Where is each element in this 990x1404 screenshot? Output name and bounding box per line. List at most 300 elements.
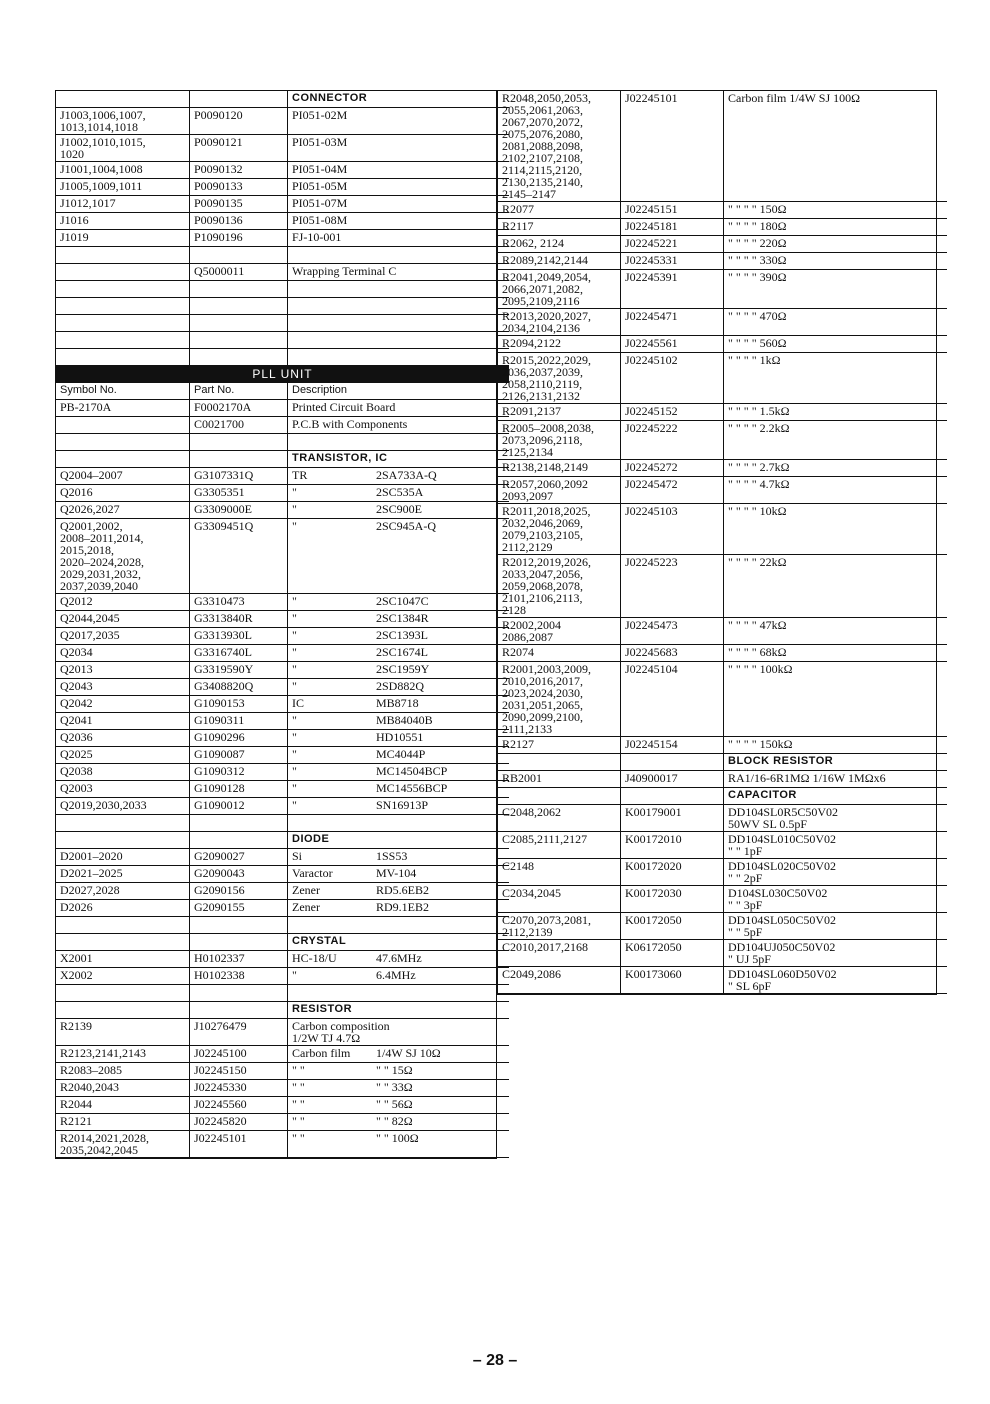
description-type: TR (292, 468, 308, 482)
symbol-cell: R2044 (56, 1097, 190, 1114)
part-cell: K00172030 (621, 886, 724, 913)
description-type: " (292, 662, 297, 676)
part-cell: G1090087 (190, 747, 288, 764)
description-type: Si (292, 849, 303, 863)
part-cell: G3319590Y (190, 662, 288, 679)
parts-table-right (497, 90, 937, 995)
part-cell: G3316740L (190, 645, 288, 662)
symbol-cell: R2123,2141,2143 (56, 1046, 190, 1063)
description-cell (288, 849, 510, 866)
part-cell: G3107331Q (190, 468, 288, 485)
table-row (498, 832, 947, 859)
description-value: MC14504BCP (376, 764, 448, 778)
part-cell: J02245103 (621, 504, 724, 555)
description-type: " (292, 502, 297, 516)
part-cell: G1090128 (190, 781, 288, 798)
table-row (56, 1097, 509, 1114)
part-cell: G3309451Q (190, 519, 288, 594)
part-cell: K00179001 (621, 805, 724, 832)
description-cell (288, 798, 510, 815)
description-value: 2SC535A (376, 485, 424, 499)
part-cell: J02245330 (190, 1080, 288, 1097)
description-value: 47.6MHz (376, 951, 422, 965)
table-row (56, 781, 509, 798)
part-cell: G2090027 (190, 849, 288, 866)
description-cell: PI051-04M (288, 162, 510, 179)
table-row (56, 349, 509, 366)
table-row (56, 1114, 509, 1131)
description-cell (288, 485, 510, 502)
part-cell: J02245101 (190, 1131, 288, 1158)
section-heading: DIODE (288, 832, 510, 849)
symbol-cell: Q2036 (56, 730, 190, 747)
symbol-cell: R2138,2148,2149 (498, 460, 621, 477)
symbol-cell: Q2042 (56, 696, 190, 713)
part-cell: G3305351 (190, 485, 288, 502)
symbol-cell (56, 315, 190, 332)
part-cell: J02245154 (621, 737, 724, 754)
symbol-cell: R2091,2137 (498, 404, 621, 421)
symbol-cell: R2002,2004 2086,2087 (498, 618, 621, 645)
table-row (56, 468, 509, 485)
description-cell: DD104UJ050C50V02 " UJ 5pF (724, 940, 948, 967)
description-type: " (292, 968, 297, 982)
part-cell (621, 788, 724, 805)
table-row (56, 611, 509, 628)
table-row (56, 366, 509, 383)
description-cell: " " " " 150kΩ (724, 737, 948, 754)
table-row (56, 417, 509, 434)
table-row (56, 298, 509, 315)
table-row (56, 866, 509, 883)
description-type: Zener (292, 883, 320, 897)
table-row (56, 451, 509, 468)
part-cell: J02245471 (621, 309, 724, 336)
description-type: Varactor (292, 866, 333, 880)
description-type: " (292, 594, 297, 608)
table-row (56, 434, 509, 451)
description-cell (288, 281, 510, 298)
part-cell: G3313930L (190, 628, 288, 645)
description-type: " (292, 485, 297, 499)
part-cell (190, 91, 288, 108)
part-cell (190, 832, 288, 849)
table-row (56, 485, 509, 502)
part-cell (190, 985, 288, 1002)
table-row (56, 135, 509, 162)
symbol-cell: C2049,2086 (498, 967, 621, 994)
description-cell: " " " " 180Ω (724, 219, 948, 236)
description-cell (288, 781, 510, 798)
table-row (498, 236, 947, 253)
description-cell: DD104SL050C50V02 " " 5pF (724, 913, 948, 940)
page-number: – 28 – (472, 1352, 518, 1369)
parts-table-right-body (498, 91, 947, 994)
table-row (56, 502, 509, 519)
symbol-cell (56, 985, 190, 1002)
symbol-cell: C2148 (498, 859, 621, 886)
part-cell: J02245100 (190, 1046, 288, 1063)
part-cell (190, 349, 288, 366)
symbol-cell: C2070,2073,2081, 2112,2139 (498, 913, 621, 940)
description-cell: PI051-07M (288, 196, 510, 213)
table-row (56, 968, 509, 985)
section-heading: TRANSISTOR, IC (288, 451, 510, 468)
description-cell (288, 900, 510, 917)
table-row (56, 713, 509, 730)
table-row (498, 555, 947, 618)
description-cell (288, 815, 510, 832)
symbol-cell: R2048,2050,2053, 2055,2061,2063, 2067,2070,2072, 2075,2076,2080, 2081,2088,2098, 2102,2107,2108, 2114,2115,2120, 2130,2135,2140, 2145–2147 (498, 91, 621, 202)
description-value: " " 33Ω (376, 1080, 413, 1094)
description-cell (288, 1131, 510, 1158)
part-cell: G1090296 (190, 730, 288, 747)
symbol-cell: Q2013 (56, 662, 190, 679)
part-cell: G3408820Q (190, 679, 288, 696)
description-cell: DD104SL060D50V02 " SL 6pF (724, 967, 948, 994)
part-cell (190, 917, 288, 934)
part-cell: G3309000E (190, 502, 288, 519)
symbol-cell: R2041,2049,2054, 2066,2071,2082, 2095,2109,2116 (498, 270, 621, 309)
description-value: 2SD882Q (376, 679, 425, 693)
description-cell: P.C.B with Components (288, 417, 510, 434)
symbol-cell: D2001–2020 (56, 849, 190, 866)
part-cell: J40900017 (621, 771, 724, 788)
part-cell: J02245181 (621, 219, 724, 236)
table-row (56, 179, 509, 196)
symbol-cell (56, 434, 190, 451)
description-value: 2SC1674L (376, 645, 429, 659)
part-cell (190, 247, 288, 264)
description-value: MC14556BCP (376, 781, 448, 795)
symbol-cell: Q2012 (56, 594, 190, 611)
table-row (498, 886, 947, 913)
part-cell: P0090133 (190, 179, 288, 196)
part-cell: J02245472 (621, 477, 724, 504)
description-type: " (292, 628, 297, 642)
symbol-cell (498, 754, 621, 771)
part-cell: J02245391 (621, 270, 724, 309)
description-cell (288, 502, 510, 519)
description-cell: " " " " 1kΩ (724, 353, 948, 404)
part-cell: G1090012 (190, 798, 288, 815)
symbol-cell (56, 264, 190, 281)
symbol-cell: D2026 (56, 900, 190, 917)
description-cell (288, 468, 510, 485)
symbol-cell: J1019 (56, 230, 190, 247)
part-cell: J02245561 (621, 336, 724, 353)
description-cell: DD104SL0R5C50V02 50WV SL 0.5pF (724, 805, 948, 832)
part-cell: P0090136 (190, 213, 288, 230)
description-cell: " " " " 2.7kΩ (724, 460, 948, 477)
description-cell: Carbon film 1/4W SJ 100Ω (724, 91, 948, 202)
symbol-cell: X2001 (56, 951, 190, 968)
part-cell: P0090120 (190, 108, 288, 135)
part-cell: J02245222 (621, 421, 724, 460)
part-cell: J02245560 (190, 1097, 288, 1114)
table-row (498, 353, 947, 404)
description-value: 2SC1047C (376, 594, 429, 608)
description-cell (288, 332, 510, 349)
table-row (56, 645, 509, 662)
description-cell (288, 628, 510, 645)
symbol-cell (56, 281, 190, 298)
table-row (56, 900, 509, 917)
description-value: 2SC900E (376, 502, 423, 516)
description-cell (288, 434, 510, 451)
part-cell: K00172010 (621, 832, 724, 859)
symbol-cell: J1001,1004,1008 (56, 162, 190, 179)
symbol-cell: R2005–2008,2038, 2073,2096,2118, 2125,2134 (498, 421, 621, 460)
part-cell: J02245272 (621, 460, 724, 477)
table-row (498, 336, 947, 353)
part-cell: K00172050 (621, 913, 724, 940)
table-row (498, 270, 947, 309)
symbol-cell: Q2043 (56, 679, 190, 696)
symbol-cell: Q2019,2030,2033 (56, 798, 190, 815)
symbol-cell: R2139 (56, 1019, 190, 1046)
part-cell (621, 754, 724, 771)
symbol-cell: J1005,1009,1011 (56, 179, 190, 196)
symbol-cell: Q2016 (56, 485, 190, 502)
description-cell (288, 917, 510, 934)
description-cell (288, 349, 510, 366)
description-cell: D104SL030C50V02 " " 3pF (724, 886, 948, 913)
part-cell: P0090121 (190, 135, 288, 162)
part-cell: G2090155 (190, 900, 288, 917)
table-row (56, 832, 509, 849)
description-cell (288, 968, 510, 985)
symbol-cell (56, 298, 190, 315)
symbol-cell: C2034,2045 (498, 886, 621, 913)
symbol-cell: Q2041 (56, 713, 190, 730)
symbol-cell: Q2017,2035 (56, 628, 190, 645)
description-value: " " 82Ω (376, 1114, 413, 1128)
description-cell (288, 519, 510, 594)
part-cell: J02245101 (621, 91, 724, 202)
symbol-cell (56, 815, 190, 832)
symbol-cell: R2074 (498, 645, 621, 662)
description-type: Zener (292, 900, 320, 914)
symbol-cell: R2117 (498, 219, 621, 236)
symbol-cell: RB2001 (498, 771, 621, 788)
description-type: " " (292, 1063, 305, 1077)
description-value: MV-104 (376, 866, 417, 880)
table-row (56, 662, 509, 679)
symbol-cell: D2021–2025 (56, 866, 190, 883)
description-cell: PI051-03M (288, 135, 510, 162)
symbol-cell: R2094,2122 (498, 336, 621, 353)
description-value: 2SC1959Y (376, 662, 430, 676)
table-row (56, 1046, 509, 1063)
table-row (498, 913, 947, 940)
part-cell: J02245221 (621, 236, 724, 253)
part-cell: J02245820 (190, 1114, 288, 1131)
symbol-cell: R2012,2019,2026, 2033,2047,2056, 2059,2068,2078, 2101,2106,2113, 2128 (498, 555, 621, 618)
table-row (56, 764, 509, 781)
symbol-cell: Q2004–2007 (56, 468, 190, 485)
section-banner: PLL UNIT (56, 366, 509, 383)
symbol-cell: J1002,1010,1015, 1020 (56, 135, 190, 162)
table-row (56, 951, 509, 968)
table-row (498, 404, 947, 421)
part-cell: J02245150 (190, 1063, 288, 1080)
part-cell (190, 315, 288, 332)
part-cell: H0102337 (190, 951, 288, 968)
table-row (498, 309, 947, 336)
description-cell: " " " " 220Ω (724, 236, 948, 253)
description-value: RD5.6EB2 (376, 883, 430, 897)
symbol-cell (56, 1002, 190, 1019)
section-heading: CRYSTAL (288, 934, 510, 951)
description-cell: " " " " 4.7kΩ (724, 477, 948, 504)
table-row (56, 1063, 509, 1080)
table-row (56, 383, 509, 400)
part-cell: G1090311 (190, 713, 288, 730)
part-cell (190, 934, 288, 951)
table-row (56, 108, 509, 135)
table-row (56, 594, 509, 611)
description-cell (288, 730, 510, 747)
part-cell: G2090156 (190, 883, 288, 900)
description-value: 2SC1393L (376, 628, 429, 642)
description-type: IC (292, 696, 304, 710)
part-cell: P1090196 (190, 230, 288, 247)
table-row (498, 618, 947, 645)
description-cell: Printed Circuit Board (288, 400, 510, 417)
description-value: 1/4W SJ 10Ω (376, 1046, 441, 1060)
table-row (56, 1002, 509, 1019)
table-row (498, 967, 947, 994)
symbol-cell: Q2001,2002, 2008–2011,2014, 2015,2018, 2020–2024,2028, 2029,2031,2032, 2037,2039,2040 (56, 519, 190, 594)
symbol-cell: R2089,2142,2144 (498, 253, 621, 270)
symbol-cell: R2040,2043 (56, 1080, 190, 1097)
description-cell: DD104SL020C50V02 " " 2pF (724, 859, 948, 886)
table-row (56, 628, 509, 645)
part-cell: P0090132 (190, 162, 288, 179)
description-cell (288, 1080, 510, 1097)
symbol-cell: R2127 (498, 737, 621, 754)
symbol-cell: J1003,1006,1007, 1013,1014,1018 (56, 108, 190, 135)
description-cell: " " " " 47kΩ (724, 618, 948, 645)
description-cell (288, 298, 510, 315)
symbol-cell (56, 832, 190, 849)
part-cell: G1090312 (190, 764, 288, 781)
description-value: HD10551 (376, 730, 424, 744)
description-type: " " (292, 1097, 305, 1111)
part-cell: K00173060 (621, 967, 724, 994)
symbol-cell: R2001,2003,2009, 2010,2016,2017, 2023,2024,2030, 2031,2051,2065, 2090,2099,2100, 2111,2133 (498, 662, 621, 737)
table-row (498, 421, 947, 460)
part-cell: J02245152 (621, 404, 724, 421)
description-cell (288, 594, 510, 611)
description-cell (288, 1063, 510, 1080)
table-row (56, 985, 509, 1002)
description-cell (288, 679, 510, 696)
table-row (56, 730, 509, 747)
part-cell (190, 298, 288, 315)
part-cell: J02245223 (621, 555, 724, 618)
description-type: " (292, 519, 297, 533)
table-row (498, 504, 947, 555)
table-row (498, 662, 947, 737)
symbol-cell: Q2034 (56, 645, 190, 662)
symbol-cell (498, 788, 621, 805)
description-type: " " (292, 1080, 305, 1094)
description-value: MB8718 (376, 696, 419, 710)
symbol-cell: C2048,2062 (498, 805, 621, 832)
description-cell: RA1/16-6R1MΩ 1/16W 1MΩx6 (724, 771, 948, 788)
table-row (498, 805, 947, 832)
table-row (56, 883, 509, 900)
description-cell: PI051-02M (288, 108, 510, 135)
description-value: 2SA733A-Q (376, 468, 437, 482)
part-cell (190, 451, 288, 468)
part-cell: Q5000011 (190, 264, 288, 281)
table-row (56, 798, 509, 815)
description-cell: " " " " 68kΩ (724, 645, 948, 662)
description-value: 2SC1384R (376, 611, 429, 625)
description-cell: DD104SL010C50V02 " " 1pF (724, 832, 948, 859)
description-cell: " " " " 150Ω (724, 202, 948, 219)
symbol-cell: Q2025 (56, 747, 190, 764)
description-cell: " " " " 100kΩ (724, 662, 948, 737)
table-row (498, 253, 947, 270)
description-cell (288, 1097, 510, 1114)
table-row (56, 162, 509, 179)
symbol-cell: X2002 (56, 968, 190, 985)
description-cell (288, 315, 510, 332)
symbol-cell: R2057,2060,2092 2093,2097 (498, 477, 621, 504)
table-row (498, 91, 947, 202)
table-row (498, 737, 947, 754)
description-value: " " 100Ω (376, 1131, 419, 1145)
table-row (498, 202, 947, 219)
part-cell: C0021700 (190, 417, 288, 434)
part-cell: J02245473 (621, 618, 724, 645)
description-cell: " " " " 10kΩ (724, 504, 948, 555)
description-value: RD9.1EB2 (376, 900, 430, 914)
description-value: " " 15Ω (376, 1063, 413, 1077)
symbol-cell: J1012,1017 (56, 196, 190, 213)
table-row (56, 196, 509, 213)
description-type: Carbon film (292, 1046, 351, 1060)
table-row (56, 849, 509, 866)
table-row (56, 1131, 509, 1158)
description-cell: " " " " 330Ω (724, 253, 948, 270)
table-row (498, 754, 947, 771)
description-type: " (292, 781, 297, 795)
part-cell: G3313840R (190, 611, 288, 628)
description-cell: " " " " 470Ω (724, 309, 948, 336)
symbol-cell: R2014,2021,2028, 2035,2042,2045 (56, 1131, 190, 1158)
symbol-cell (56, 247, 190, 264)
symbol-cell: J1016 (56, 213, 190, 230)
symbol-cell (56, 332, 190, 349)
table-row (498, 771, 947, 788)
table-row (56, 917, 509, 934)
table-row (56, 1080, 509, 1097)
symbol-cell (56, 349, 190, 366)
parts-table-left-body (56, 91, 509, 1158)
description-cell: " " " " 390Ω (724, 270, 948, 309)
description-type: " (292, 798, 297, 812)
description-type: " (292, 611, 297, 625)
part-cell (190, 332, 288, 349)
symbol-cell: R2015,2022,2029, 2036,2037,2039, 2058,2110,2119, 2126,2131,2132 (498, 353, 621, 404)
symbol-cell (56, 91, 190, 108)
description-type: HC-18/U (292, 951, 337, 965)
